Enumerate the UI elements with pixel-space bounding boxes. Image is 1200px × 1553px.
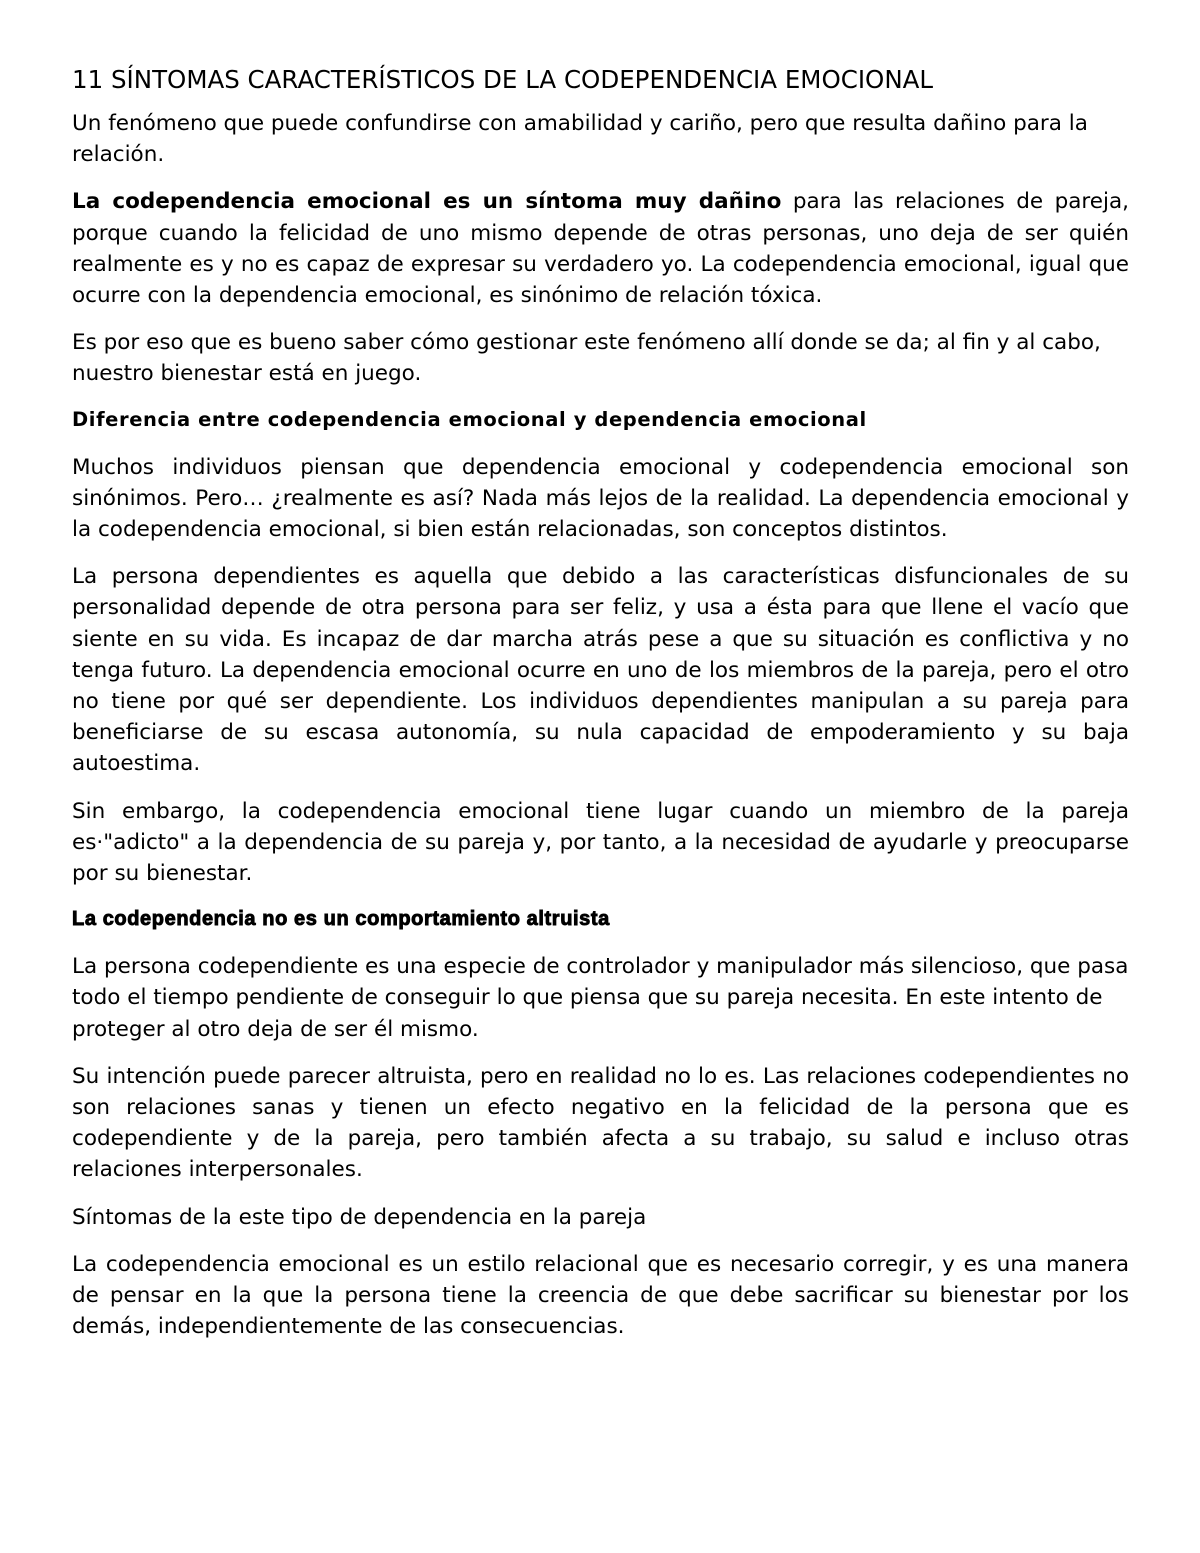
heading-symptoms: Síntomas de la este tipo de dependencia en la pareja — [72, 1204, 647, 1230]
difference-paragraph-2: La persona dependientes es aquella que debido a las características disfuncionales de su personalidad depende de otra persona para ser feliz, y usa a ésta para que llene el vacío que siente en su vida. Es incapaz de dar marcha atrás pese a que su situación es conflictiva y no tenga futuro. La dependencia emocional ocurre en uno de los miembros de la pareja, pero el otro no tiene por qué ser dependiente. Los individuos dependientes manipulan a su pareja para beneficiarse de su escasa autonomía, su nula capacidad de empoderamiento y su baja autoestima. — [72, 564, 1129, 777]
heading-difference: Diferencia entre codependencia emocional y dependencia emocional — [72, 407, 867, 431]
difference-paragraph-3: Sin embargo, la codependencia emocional tiene lugar cuando un miembro de la pareja es·"adicto" a la dependencia de su pareja y, por tanto, a la necesidad de ayudarle y preocuparse por su bienestar. — [72, 798, 1129, 887]
intro-bold-lead: La codependencia emocional es un síntoma muy dañino — [72, 189, 782, 215]
subtitle-paragraph: Un fenómeno que puede confundirse con amabilidad y cariño, pero que resulta dañino para la relación. — [72, 111, 1088, 168]
manage-paragraph: Es por eso que es bueno saber cómo gestionar este fenómeno allí donde se da; al fin y al cabo, nuestro bienestar está en juego. — [72, 330, 1101, 387]
intro-rest: para las relaciones de pareja, porque cuando la felicidad de uno mismo depende de otras personas, uno deja de ser quién realmente es y no es capaz de expresar su verdadero yo. La codependencia emocional, igual que ocurre con la dependencia emocional, es sinónimo de relación tóxica. — [72, 189, 1129, 309]
altruist-paragraph-1: La persona codependiente es una especie de controlador y manipulador más silencioso, que pasa todo el tiempo pendiente de conseguir lo que piensa que su pareja necesita. En este intento de proteger al otro deja de ser él mismo. — [72, 954, 1129, 1042]
difference-paragraph-1: Muchos individuos piensan que dependencia emocional y codependencia emocional son sinónimos. Pero… ¿realmente es así? Nada más lejos de la realidad. La dependencia emocional y la codependencia emocional, si bien están relacionadas, son conceptos distintos. — [72, 454, 1129, 543]
symptoms-paragraph: La codependencia emocional es un estilo relacional que es necesario corregir, y es una manera de pensar en la que la persona tiene la creencia de que debe sacrificar su bienestar por los demás, independientemente de las consecuencias. — [72, 1251, 1129, 1340]
heading-altruist: La codependencia no es un comportamiento altruista — [72, 908, 610, 931]
document-page — [72, 62, 1129, 1359]
intro-paragraph — [72, 186, 1129, 311]
altruist-paragraph-2: Su intención puede parecer altruista, pero en realidad no lo es. Las relaciones codependientes no son relaciones sanas y tienen un efecto negativo en la felicidad de la persona que es codependiente y de la pareja, pero también afecta a su trabajo, su salud e incluso otras relaciones interpersonales. — [72, 1063, 1129, 1183]
document-title: 11 SÍNTOMAS CARACTERÍSTICOS DE LA CODEPENDENCIA EMOCIONAL — [72, 65, 934, 94]
